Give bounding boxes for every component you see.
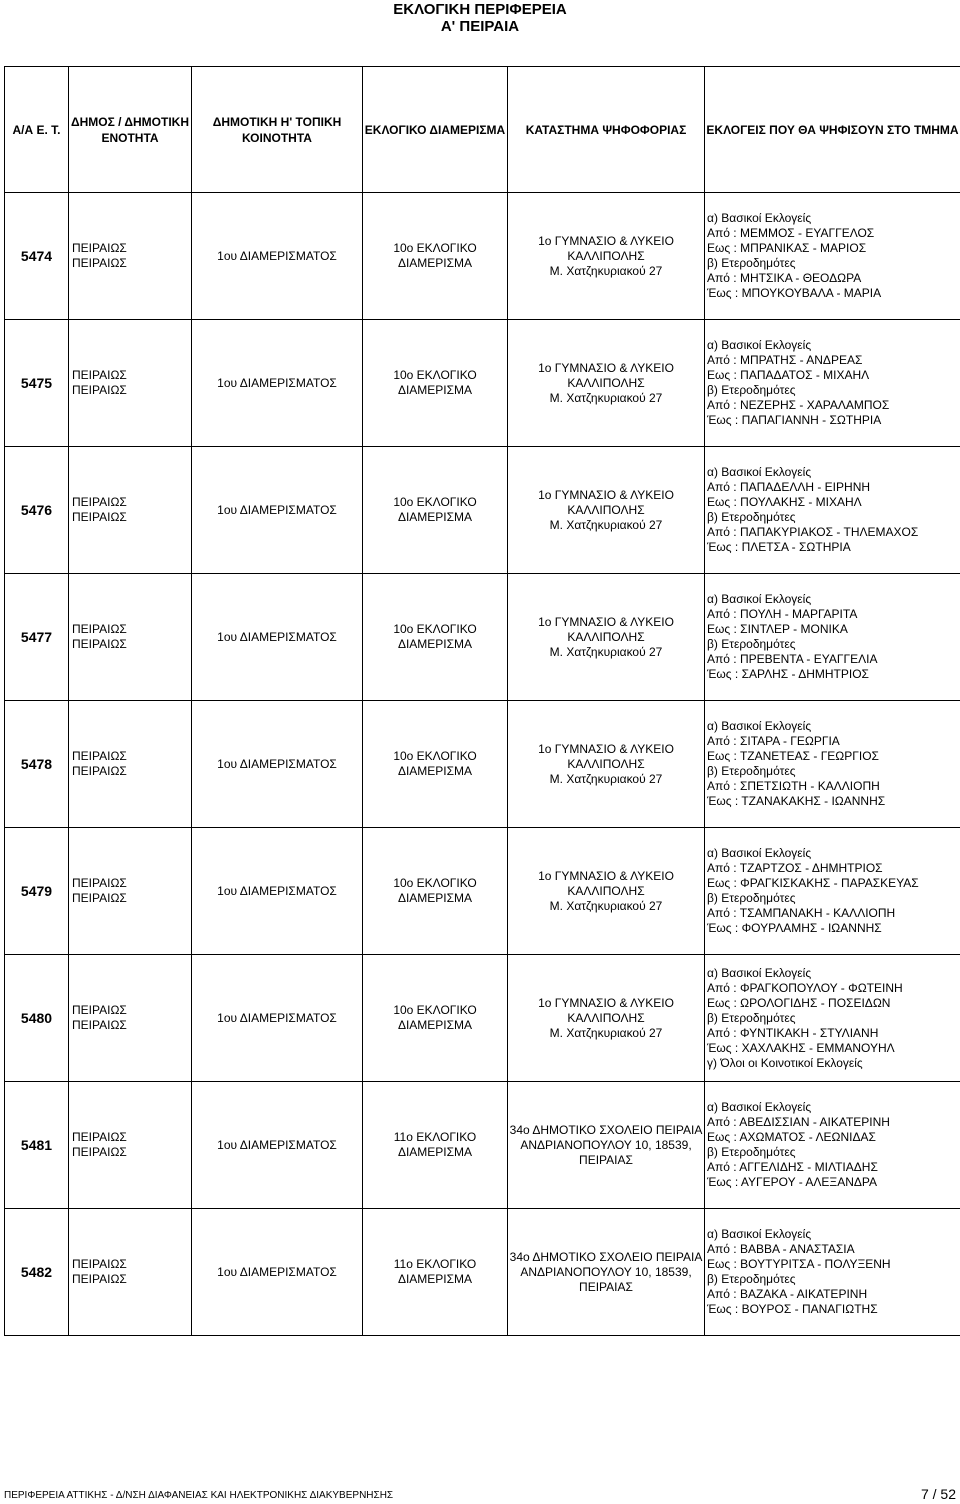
cell-dimos: [69, 955, 192, 1082]
cell-line: β) Ετεροδημότες: [707, 1010, 796, 1025]
cell-line: ΠΕΙΡΑΙΑΣ: [579, 1152, 633, 1167]
cell-line: Από : ΒΑΒΒΑ - ΑΝΑΣΤΑΣΙΑ: [707, 1242, 855, 1256]
cell-line: 34ο ΔΗΜΟΤΙΚΟ ΣΧΟΛΕΙΟ ΠΕΙΡΑΙΑ: [509, 1249, 703, 1264]
cell-koinotita: 1ου ΔΙΑΜΕΡΙΣΜΑΤΟΣ: [192, 193, 363, 320]
cell-line: α) Βασικοί Εκλογείς: [707, 338, 812, 352]
cell-line: ΠΕΙΡΑΙΩΣ: [72, 749, 127, 763]
cell-line: Εως : ΤΖΑΝΕΤΕΑΣ - ΓΕΩΡΓΙΟΣ: [707, 749, 879, 763]
cell-line: α) Βασικοί Εκλογείς: [707, 592, 812, 606]
cell-line: Μ. Χατζηκυριακού 27: [549, 1025, 663, 1040]
cell-eklogeis: [705, 1082, 960, 1209]
cell-eklogeis: [705, 193, 960, 320]
cell-line: Εως : ΠΟΥΛΑΚΗΣ - ΜΙΧΑΗΛ: [707, 495, 862, 509]
cell-line: Μ. Χατζηκυριακού 27: [549, 898, 663, 913]
cell-line: Έως : ΒΟΥΡΟΣ - ΠΑΝΑΓΙΩΤΗΣ: [707, 1302, 878, 1316]
col-header-line: ΚΟΙΝΟΤΗΤΑ: [242, 130, 312, 145]
cell-katastima: [508, 447, 705, 574]
cell-line: γ) Όλοι οι Κοινοτικοί Εκλογείς: [707, 1055, 863, 1070]
cell-katastima: [508, 1209, 705, 1336]
cell-line: Από : ΜΠΡΑΤΗΣ - ΑΝΔΡΕΑΣ: [707, 353, 863, 367]
cell-line: ΚΑΛΛΙΠΟΛΗΣ: [567, 502, 645, 517]
page-number: 7 / 52: [920, 1486, 956, 1502]
cell-line: Εως : ΦΡΑΓΚΙΣΚΑΚΗΣ - ΠΑΡΑΣΚΕΥΑΣ: [707, 876, 919, 890]
cell-aa: 5481: [5, 1082, 69, 1209]
cell-eklogeis: [705, 447, 960, 574]
cell-koinotita: 1ου ΔΙΑΜΕΡΙΣΜΑΤΟΣ: [192, 1209, 363, 1336]
cell-line: Έως : ΠΑΠΑΓΙΑΝΝΗ - ΣΩΤΗΡΙΑ: [707, 413, 882, 427]
cell-line: ΔΙΑΜΕΡΙΣΜΑ: [397, 1145, 473, 1159]
cell-line: 1ο ΓΥΜΝΑΣΙΟ & ΛΥΚΕΙΟ: [538, 360, 674, 375]
cell-line: α) Βασικοί Εκλογείς: [707, 719, 812, 733]
col-header-dimos: [69, 67, 192, 193]
cell-aa: 5475: [5, 320, 69, 447]
cell-line: ΠΕΙΡΑΙΩΣ: [72, 368, 127, 382]
document-subtitle: Α' ΠΕΙΡΑΙΑ: [440, 18, 520, 35]
cell-katastima: [508, 574, 705, 701]
cell-line: Έως : ΣΑΡΛΗΣ - ΔΗΜΗΤΡΙΟΣ: [707, 667, 869, 681]
cell-line: 1ο ΓΥΜΝΑΣΙΟ & ΛΥΚΕΙΟ: [538, 741, 674, 756]
cell-line: Από : ΜΕΜΜΟΣ - ΕΥΑΓΓΕΛΟΣ: [707, 226, 875, 240]
cell-diamerisma: [363, 1209, 508, 1336]
cell-aa: 5477: [5, 574, 69, 701]
cell-line: α) Βασικοί Εκλογείς: [707, 1227, 812, 1241]
cell-line: ΔΙΑΜΕΡΙΣΜΑ: [397, 1018, 473, 1032]
cell-line: Από : ΦΡΑΓΚΟΠΟΥΛΟΥ - ΦΩΤΕΙΝΗ: [707, 980, 903, 995]
cell-line: 1ο ΓΥΜΝΑΣΙΟ & ΛΥΚΕΙΟ: [538, 487, 674, 502]
cell-line: Εως : ΠΑΠΑΔΑΤΟΣ - ΜΙΧΑΗΛ: [707, 368, 870, 382]
cell-dimos: [69, 193, 192, 320]
cell-line: β) Ετεροδημότες: [707, 637, 796, 651]
cell-line: ΠΕΙΡΑΙΩΣ: [72, 622, 127, 636]
cell-line: α) Βασικοί Εκλογείς: [707, 965, 812, 980]
cell-line: ΠΕΙΡΑΙΩΣ: [72, 1003, 127, 1017]
cell-line: α) Βασικοί Εκλογείς: [707, 846, 812, 860]
cell-eklogeis: [705, 701, 960, 828]
cell-diamerisma: [363, 447, 508, 574]
cell-line: Έως : ΧΑΧΛΑΚΗΣ - ΕΜΜΑΝΟΥΗΛ: [707, 1040, 895, 1055]
cell-line: 10ο ΕΚΛΟΓΙΚΟ: [393, 749, 477, 763]
cell-line: ΚΑΛΛΙΠΟΛΗΣ: [567, 883, 645, 898]
cell-line: Από : ΠΡΕΒΕΝΤΑ - ΕΥΑΓΓΕΛΙΑ: [707, 652, 878, 666]
col-header-line: Α/Α Ε. Τ.: [12, 122, 61, 137]
cell-line: ΚΑΛΛΙΠΟΛΗΣ: [567, 756, 645, 771]
cell-katastima: [508, 955, 705, 1082]
table-header-row: [5, 67, 960, 193]
col-header-katastima: [508, 67, 705, 193]
cell-line: ΑΝΔΡΙΑΝΟΠΟΥΛΟΥ 10, 18539,: [520, 1137, 692, 1152]
cell-koinotita: 1ου ΔΙΑΜΕΡΙΣΜΑΤΟΣ: [192, 828, 363, 955]
table-row: [5, 1209, 960, 1336]
cell-line: Από : ΠΑΠΑΔΕΛΛΗ - ΕΙΡΗΝΗ: [707, 480, 871, 494]
cell-line: β) Ετεροδημότες: [707, 891, 796, 905]
cell-line: Από : ΣΠΕΤΣΙΩΤΗ - ΚΑΛΛΙΟΠΗ: [707, 779, 880, 793]
cell-line: Εως : ΒΟΥΤΥΡΙΤΣΑ - ΠΟΛΥΞΕΝΗ: [707, 1257, 891, 1271]
cell-line: Εως : ΜΠΡΑΝΙΚΑΣ - ΜΑΡΙΟΣ: [707, 241, 867, 255]
table-row: [5, 447, 960, 574]
cell-line: ΠΕΙΡΑΙΩΣ: [72, 510, 127, 524]
cell-line: 1ο ΓΥΜΝΑΣΙΟ & ΛΥΚΕΙΟ: [538, 614, 674, 629]
cell-line: β) Ετεροδημότες: [707, 764, 796, 778]
cell-line: ΔΙΑΜΕΡΙΣΜΑ: [397, 383, 473, 397]
cell-line: Έως : ΑΥΓΕΡΟΥ - ΑΛΕΞΑΝΔΡΑ: [707, 1175, 877, 1189]
cell-line: 11ο ΕΚΛΟΓΙΚΟ: [393, 1130, 477, 1144]
cell-line: 10ο ΕΚΛΟΓΙΚΟ: [393, 495, 477, 509]
cell-eklogeis: [705, 574, 960, 701]
cell-line: 10ο ΕΚΛΟΓΙΚΟ: [393, 241, 477, 255]
cell-aa: 5479: [5, 828, 69, 955]
cell-line: Εως : ΩΡΟΛΟΓΙΔΗΣ - ΠΟΣΕΙΔΩΝ: [707, 995, 891, 1010]
table-body: [5, 193, 960, 1336]
table-row: [5, 320, 960, 447]
cell-dimos: [69, 1082, 192, 1209]
cell-line: Από : ΣΙΤΑΡΑ - ΓΕΩΡΓΙΑ: [707, 734, 840, 748]
cell-line: Από : ΤΣΑΜΠΑΝΑΚΗ - ΚΑΛΛΙΟΠΗ: [707, 906, 896, 920]
cell-diamerisma: [363, 955, 508, 1082]
cell-line: ΠΕΙΡΑΙΩΣ: [72, 891, 127, 905]
col-header-line: ΔΗΜΟΤΙΚΗ Η' ΤΟΠΙΚΗ: [212, 114, 342, 129]
cell-line: ΔΙΑΜΕΡΙΣΜΑ: [397, 891, 473, 905]
cell-line: β) Ετεροδημότες: [707, 510, 796, 524]
cell-eklogeis: [705, 955, 960, 1082]
cell-line: β) Ετεροδημότες: [707, 1272, 796, 1286]
cell-line: ΠΕΙΡΑΙΩΣ: [72, 1272, 127, 1286]
cell-line: 10ο ΕΚΛΟΓΙΚΟ: [393, 622, 477, 636]
cell-line: Μ. Χατζηκυριακού 27: [549, 771, 663, 786]
cell-aa: 5476: [5, 447, 69, 574]
cell-line: ΔΙΑΜΕΡΙΣΜΑ: [397, 256, 473, 270]
cell-line: 34ο ΔΗΜΟΤΙΚΟ ΣΧΟΛΕΙΟ ΠΕΙΡΑΙΑ: [509, 1122, 703, 1137]
cell-line: 11ο ΕΚΛΟΓΙΚΟ: [393, 1257, 477, 1271]
table-row: [5, 1082, 960, 1209]
cell-line: ΠΕΙΡΑΙΩΣ: [72, 383, 127, 397]
cell-eklogeis: [705, 828, 960, 955]
cell-aa: 5482: [5, 1209, 69, 1336]
col-header-eklogeis: [705, 67, 960, 193]
col-header-line: ΔΗΜΟΣ / ΔΗΜΟΤΙΚΗ: [71, 114, 189, 129]
cell-line: Από : ΝΕΖΕΡΗΣ - ΧΑΡΑΛΑΜΠΟΣ: [707, 398, 890, 412]
cell-diamerisma: [363, 701, 508, 828]
cell-line: β) Ετεροδημότες: [707, 256, 796, 270]
cell-line: Έως : ΦΟΥΡΛΑΜΗΣ - ΙΩΑΝΝΗΣ: [707, 921, 882, 935]
cell-diamerisma: [363, 1082, 508, 1209]
cell-line: α) Βασικοί Εκλογείς: [707, 465, 812, 479]
cell-katastima: [508, 320, 705, 447]
cell-katastima: [508, 701, 705, 828]
polling-stations-table: [4, 66, 960, 1336]
cell-line: ΔΙΑΜΕΡΙΣΜΑ: [397, 764, 473, 778]
cell-line: α) Βασικοί Εκλογείς: [707, 211, 812, 225]
cell-line: 1ο ΓΥΜΝΑΣΙΟ & ΛΥΚΕΙΟ: [538, 233, 674, 248]
cell-diamerisma: [363, 193, 508, 320]
cell-line: ΠΕΙΡΑΙΩΣ: [72, 1018, 127, 1032]
col-header-diamerisma: [363, 67, 508, 193]
cell-line: Έως : ΤΖΑΝΑΚΑΚΗΣ - ΙΩΑΝΝΗΣ: [707, 794, 886, 808]
cell-line: Από : ΑΓΓΕΛΙΔΗΣ - ΜΙΛΤΙΑΔΗΣ: [707, 1160, 878, 1174]
cell-line: 10ο ΕΚΛΟΓΙΚΟ: [393, 1003, 477, 1017]
cell-line: ΠΕΙΡΑΙΩΣ: [72, 495, 127, 509]
cell-line: ΠΕΙΡΑΙΩΣ: [72, 1145, 127, 1159]
cell-line: ΔΙΑΜΕΡΙΣΜΑ: [397, 510, 473, 524]
cell-line: Από : ΤΖΑΡΤΖΟΣ - ΔΗΜΗΤΡΙΟΣ: [707, 861, 883, 875]
table-row: [5, 193, 960, 320]
cell-dimos: [69, 320, 192, 447]
cell-line: Εως : ΑΧΩΜΑΤΟΣ - ΛΕΩΝΙΔΑΣ: [707, 1130, 876, 1144]
cell-line: Μ. Χατζηκυριακού 27: [549, 517, 663, 532]
cell-line: Από : ΑΒΕΔΙΣΣΙΑΝ - ΑΙΚΑΤΕΡΙΝΗ: [707, 1115, 890, 1129]
cell-dimos: [69, 701, 192, 828]
cell-line: Εως : ΣΙΝΤΛΕΡ - ΜΟΝΙΚΑ: [707, 622, 848, 636]
col-header-line: ΕΚΛΟΓΕΙΣ ΠΟΥ ΘΑ ΨΗΦΙΣΟΥΝ ΣΤΟ ΤΜΗΜΑ: [706, 122, 959, 137]
cell-katastima: [508, 193, 705, 320]
cell-aa: 5478: [5, 701, 69, 828]
cell-eklogeis: [705, 320, 960, 447]
cell-line: Από : ΠΟΥΛΗ - ΜΑΡΓΑΡΙΤΑ: [707, 607, 858, 621]
cell-line: Από : ΒΑΖΑΚΑ - ΑΙΚΑΤΕΡΙΝΗ: [707, 1287, 868, 1301]
cell-eklogeis: [705, 1209, 960, 1336]
cell-koinotita: 1ου ΔΙΑΜΕΡΙΣΜΑΤΟΣ: [192, 574, 363, 701]
cell-line: α) Βασικοί Εκλογείς: [707, 1100, 812, 1114]
cell-line: ΠΕΙΡΑΙΩΣ: [72, 256, 127, 270]
col-header-koinotita: [192, 67, 363, 193]
cell-line: ΠΕΙΡΑΙΩΣ: [72, 764, 127, 778]
cell-dimos: [69, 574, 192, 701]
cell-line: Από : ΜΗΤΣΙΚΑ - ΘΕΟΔΩΡΑ: [707, 271, 862, 285]
cell-diamerisma: [363, 320, 508, 447]
table-row: [5, 574, 960, 701]
cell-line: ΚΑΛΛΙΠΟΛΗΣ: [567, 375, 645, 390]
cell-line: 10ο ΕΚΛΟΓΙΚΟ: [393, 876, 477, 890]
cell-line: ΠΕΙΡΑΙΩΣ: [72, 241, 127, 255]
cell-line: Μ. Χατζηκυριακού 27: [549, 644, 663, 659]
cell-line: β) Ετεροδημότες: [707, 383, 796, 397]
col-header-aa: [5, 67, 69, 193]
cell-koinotita: 1ου ΔΙΑΜΕΡΙΣΜΑΤΟΣ: [192, 320, 363, 447]
col-header-line: ΕΚΛΟΓΙΚΟ ΔΙΑΜΕΡΙΣΜΑ: [364, 122, 506, 137]
cell-aa: 5480: [5, 955, 69, 1082]
cell-line: Μ. Χατζηκυριακού 27: [549, 263, 663, 278]
cell-diamerisma: [363, 828, 508, 955]
cell-koinotita: 1ου ΔΙΑΜΕΡΙΣΜΑΤΟΣ: [192, 955, 363, 1082]
cell-line: ΠΕΙΡΑΙΩΣ: [72, 637, 127, 651]
cell-line: ΠΕΙΡΑΙΩΣ: [72, 876, 127, 890]
cell-line: ΔΙΑΜΕΡΙΣΜΑ: [397, 1272, 473, 1286]
cell-dimos: [69, 828, 192, 955]
table-row: [5, 701, 960, 828]
footer-text: ΠΕΡΙΦΕΡΕΙΑ ΑΤΤΙΚΗΣ - Δ/ΝΣΗ ΔΙΑΦΑΝΕΙΑΣ ΚΑΙ ΗΛΕΚΤΡΟΝΙΚΗΣ ΔΙΑΚΥΒΕΡΝΗΣΗΣ: [4, 1490, 394, 1501]
cell-line: 10ο ΕΚΛΟΓΙΚΟ: [393, 368, 477, 382]
cell-line: Μ. Χατζηκυριακού 27: [549, 390, 663, 405]
col-header-line: ΚΑΤΑΣΤΗΜΑ ΨΗΦΟΦΟΡΙΑΣ: [525, 122, 687, 137]
cell-line: ΠΕΙΡΑΙΑΣ: [579, 1279, 633, 1294]
cell-line: Από : ΦΥΝΤΙΚΑΚΗ - ΣΤΥΛΙΑΝΗ: [707, 1025, 879, 1040]
document-title: ΕΚΛΟΓΙΚΗ ΠΕΡΙΦΕΡΕΙΑ: [393, 1, 567, 18]
cell-line: ΚΑΛΛΙΠΟΛΗΣ: [567, 629, 645, 644]
cell-line: ΚΑΛΛΙΠΟΛΗΣ: [567, 248, 645, 263]
cell-line: Έως : ΜΠΟΥΚΟΥΒΑΛΑ - ΜΑΡΙΑ: [707, 286, 882, 300]
cell-aa: 5474: [5, 193, 69, 320]
cell-line: ΠΕΙΡΑΙΩΣ: [72, 1130, 127, 1144]
table-row: [5, 828, 960, 955]
cell-line: ΔΙΑΜΕΡΙΣΜΑ: [397, 637, 473, 651]
cell-dimos: [69, 447, 192, 574]
table-row: [5, 955, 960, 1082]
cell-katastima: [508, 1082, 705, 1209]
cell-katastima: [508, 828, 705, 955]
cell-line: Έως : ΠΛΕΤΣΑ - ΣΩΤΗΡΙΑ: [707, 540, 851, 554]
cell-dimos: [69, 1209, 192, 1336]
cell-line: 1ο ΓΥΜΝΑΣΙΟ & ΛΥΚΕΙΟ: [538, 995, 674, 1010]
cell-diamerisma: [363, 574, 508, 701]
cell-line: 1ο ΓΥΜΝΑΣΙΟ & ΛΥΚΕΙΟ: [538, 868, 674, 883]
cell-line: Από : ΠΑΠΑΚΥΡΙΑΚΟΣ - ΤΗΛΕΜΑΧΟΣ: [707, 525, 919, 539]
cell-line: β) Ετεροδημότες: [707, 1145, 796, 1159]
cell-koinotita: 1ου ΔΙΑΜΕΡΙΣΜΑΤΟΣ: [192, 701, 363, 828]
cell-line: ΠΕΙΡΑΙΩΣ: [72, 1257, 127, 1271]
cell-line: ΚΑΛΛΙΠΟΛΗΣ: [567, 1010, 645, 1025]
col-header-line: ΕΝΟΤΗΤΑ: [101, 130, 159, 145]
cell-koinotita: 1ου ΔΙΑΜΕΡΙΣΜΑΤΟΣ: [192, 1082, 363, 1209]
cell-koinotita: 1ου ΔΙΑΜΕΡΙΣΜΑΤΟΣ: [192, 447, 363, 574]
cell-line: ΑΝΔΡΙΑΝΟΠΟΥΛΟΥ 10, 18539,: [520, 1264, 692, 1279]
